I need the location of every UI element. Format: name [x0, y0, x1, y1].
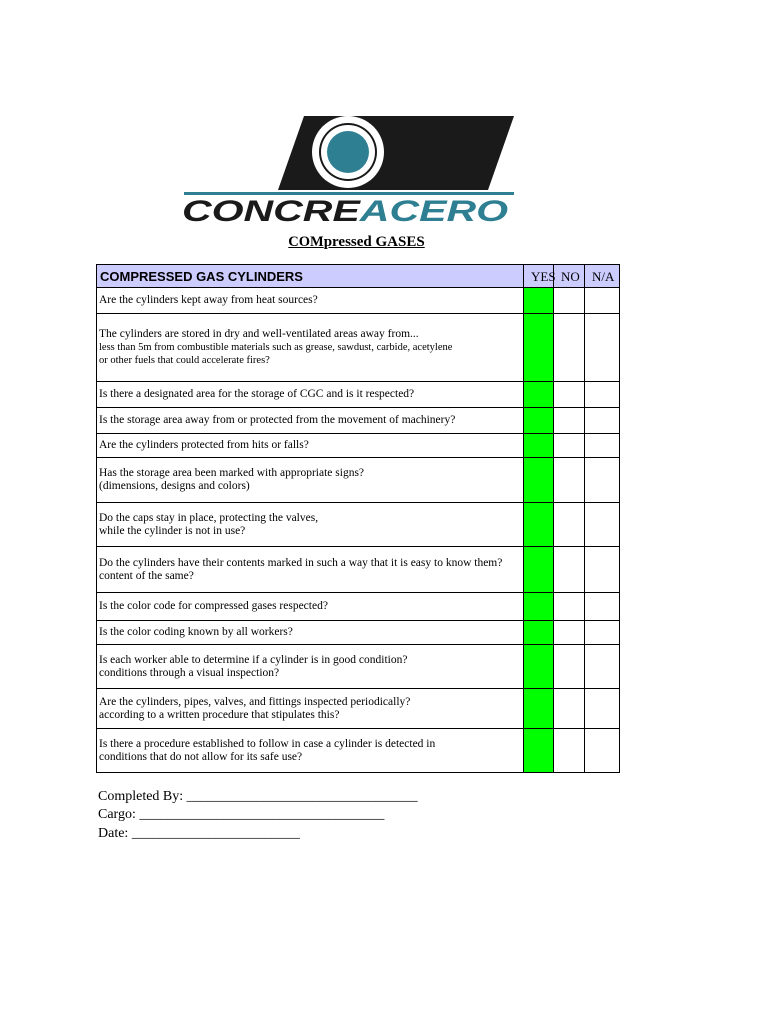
question-text: Is the color coding known by all workers? [99, 626, 293, 638]
question-text: conditions through a visual inspection? [99, 666, 280, 679]
question-cell [97, 621, 524, 645]
question-text: Is there a procedure established to follow in case a cylinder is detected in [99, 737, 436, 750]
question-text: Is each worker able to determine if a cylinder is in good condition? [99, 653, 408, 666]
table-row [97, 645, 620, 689]
question-cell [97, 382, 524, 408]
answer-cell-yes[interactable] [524, 621, 554, 645]
answer-cell-na[interactable] [585, 645, 620, 689]
answer-cell-yes[interactable] [524, 314, 554, 382]
table-row [97, 621, 620, 645]
question-text: Do the cylinders have their contents marked in such a way that it is easy to know them? [99, 556, 503, 569]
answer-cell-no[interactable] [554, 434, 585, 458]
answer-cell-na[interactable] [585, 314, 620, 382]
answer-cell-no[interactable] [554, 729, 585, 773]
answer-cell-na[interactable] [585, 729, 620, 773]
answer-cell-yes[interactable] [524, 593, 554, 621]
answer-cell-no[interactable] [554, 547, 585, 593]
date-line[interactable]: Date: ________________________ [98, 826, 300, 841]
question-text: or other fuels that could accelerate fires? [99, 355, 270, 366]
answer-cell-na[interactable] [585, 621, 620, 645]
answer-cell-no[interactable] [554, 645, 585, 689]
answer-cell-yes[interactable] [524, 547, 554, 593]
question-cell [97, 729, 524, 773]
question-text: according to a written procedure that stipulates this? [99, 708, 340, 721]
answer-cell-yes[interactable] [524, 382, 554, 408]
table-row [97, 503, 620, 547]
answer-cell-yes[interactable] [524, 458, 554, 503]
question-text: Is there a designated area for the storage of CGC and is it respected? [99, 388, 415, 400]
question-text: conditions that do not allow for its safe use? [99, 750, 303, 763]
answer-cell-no[interactable] [554, 593, 585, 621]
logo-teal-dot [327, 131, 369, 173]
question-cell [97, 408, 524, 434]
question-text: Has the storage area been marked with appropriate signs? [99, 467, 365, 479]
answer-cell-no[interactable] [554, 503, 585, 547]
question-text: Is the color code for compressed gases respected? [99, 600, 328, 612]
answer-cell-yes[interactable] [524, 503, 554, 547]
table-heading: COMPRESSED GAS CYLINDERS [97, 265, 524, 288]
question-cell [97, 689, 524, 729]
answer-cell-na[interactable] [585, 547, 620, 593]
table-row [97, 547, 620, 593]
completed-by-line[interactable]: Completed By: _________________________________ [98, 789, 418, 804]
question-text: Do the caps stay in place, protecting the valves, [99, 511, 319, 524]
table-row [97, 689, 620, 729]
answer-cell-no[interactable] [554, 288, 585, 314]
question-cell [97, 593, 524, 621]
answer-cell-na[interactable] [585, 503, 620, 547]
table-row [97, 434, 620, 458]
question-text: Are the cylinders protected from hits or falls? [99, 439, 309, 451]
column-no: NO [554, 265, 585, 288]
table-row [97, 408, 620, 434]
table-header-row [97, 265, 620, 288]
answer-cell-yes[interactable] [524, 408, 554, 434]
table-row [97, 593, 620, 621]
answer-cell-yes[interactable] [524, 645, 554, 689]
question-text: less than 5m from combustible materials such as grease, sawdust, carbide, acetylene [99, 342, 453, 353]
question-cell [97, 547, 524, 593]
answer-cell-yes[interactable] [524, 434, 554, 458]
answer-cell-no[interactable] [554, 621, 585, 645]
table-row [97, 314, 620, 382]
answer-cell-na[interactable] [585, 382, 620, 408]
question-text: Are the cylinders kept away from heat sources? [99, 294, 318, 306]
table-row [97, 458, 620, 503]
logo-wordmark: CONCRE ACERO [182, 195, 469, 226]
answer-cell-no[interactable] [554, 408, 585, 434]
answer-cell-na[interactable] [585, 689, 620, 729]
answer-cell-no[interactable] [554, 689, 585, 729]
answer-cell-yes[interactable] [524, 288, 554, 314]
question-text: The cylinders are stored in dry and well-ventilated areas away from... [99, 328, 419, 340]
question-cell [97, 314, 524, 382]
question-cell [97, 434, 524, 458]
question-cell [97, 503, 524, 547]
question-cell [97, 288, 524, 314]
question-text: (dimensions, designs and colors) [99, 480, 250, 492]
question-text: while the cylinder is not in use? [99, 524, 246, 537]
cargo-line[interactable]: Cargo: ___________________________________ [98, 807, 385, 822]
concreacero-logo [182, 114, 516, 226]
column-yes: YES [524, 265, 554, 288]
table-row [97, 288, 620, 314]
answer-cell-na[interactable] [585, 434, 620, 458]
answer-cell-yes[interactable] [524, 729, 554, 773]
answer-cell-na[interactable] [585, 593, 620, 621]
question-text: Is the storage area away from or protected from the movement of machinery? [99, 414, 456, 426]
checklist-table [96, 264, 620, 773]
table-row [97, 729, 620, 773]
answer-cell-no[interactable] [554, 314, 585, 382]
table-row [97, 382, 620, 408]
answer-cell-na[interactable] [585, 408, 620, 434]
question-cell [97, 645, 524, 689]
question-text: Are the cylinders, pipes, valves, and fittings inspected periodically? [99, 695, 411, 708]
answer-cell-no[interactable] [554, 382, 585, 408]
question-text: content of the same? [99, 569, 194, 582]
question-cell [97, 458, 524, 503]
answer-cell-no[interactable] [554, 458, 585, 503]
answer-cell-yes[interactable] [524, 689, 554, 729]
answer-cell-na[interactable] [585, 458, 620, 503]
document-title: COMpressed GASES [288, 234, 425, 250]
column-na: N/A [585, 265, 620, 288]
answer-cell-na[interactable] [585, 288, 620, 314]
